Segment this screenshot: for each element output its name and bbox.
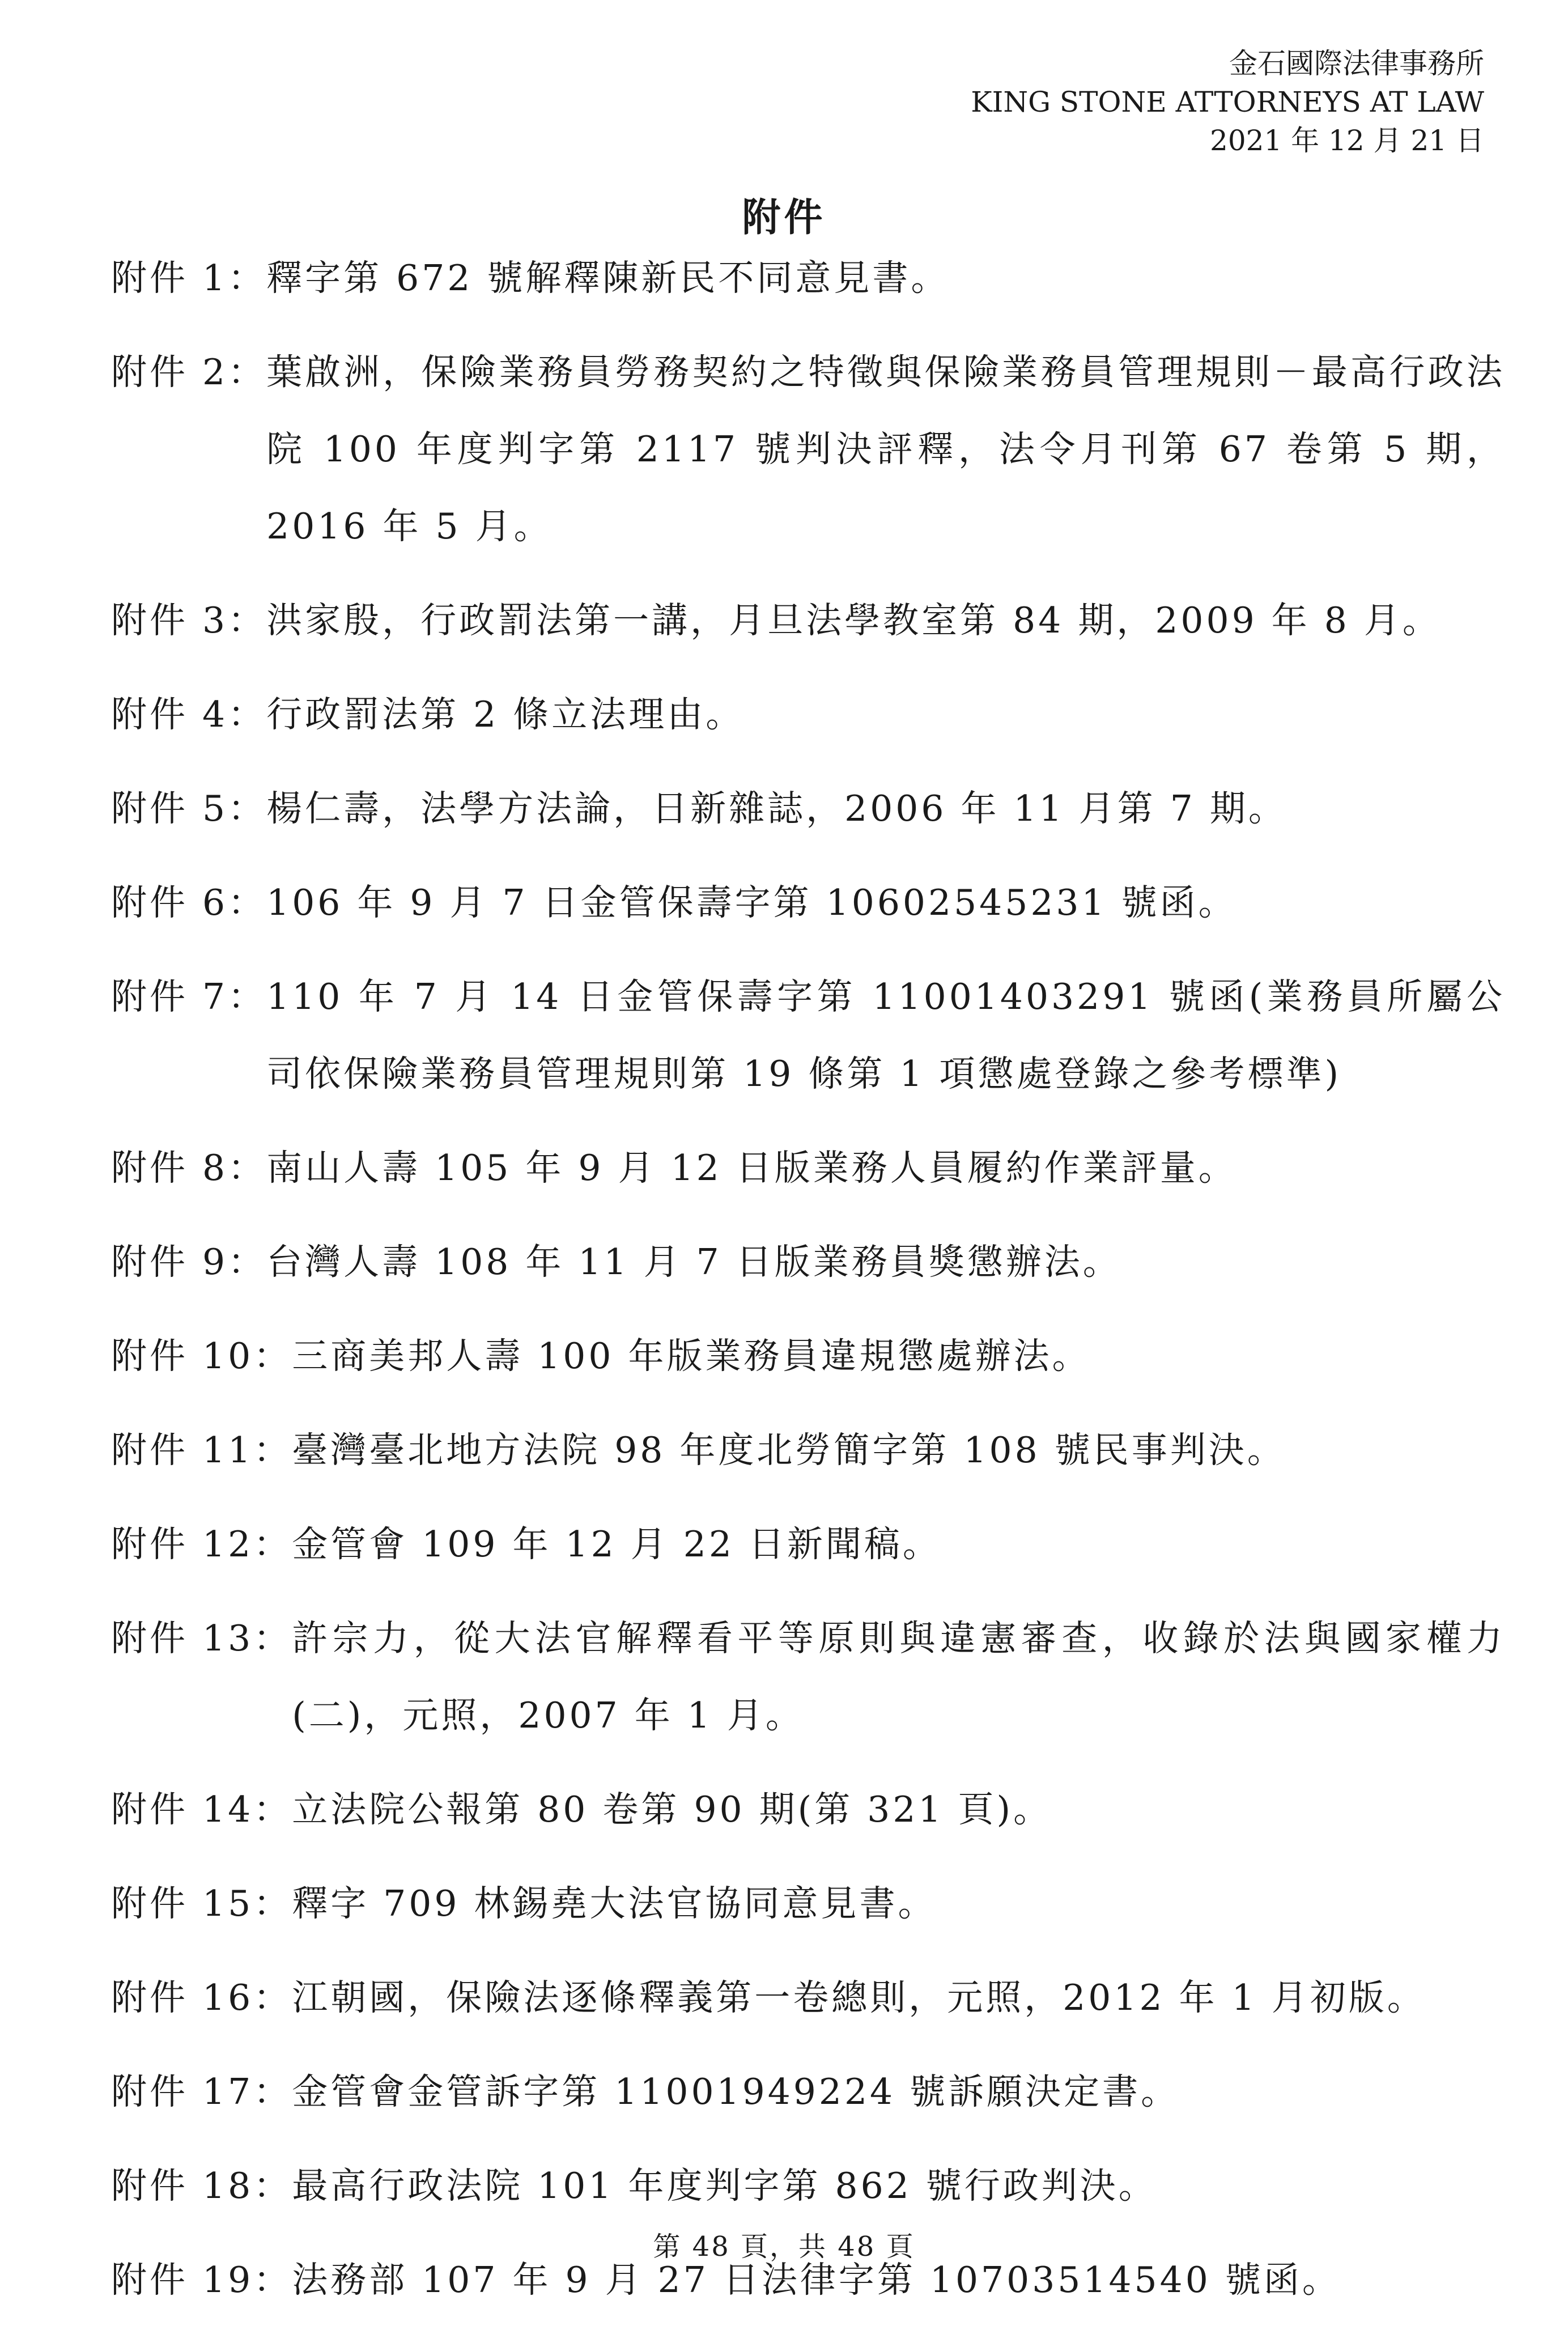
attachment-label: 附件 11： xyxy=(111,1429,292,1471)
attachment-label: 附件 16： xyxy=(111,1977,292,2018)
attachment-entry xyxy=(111,597,1505,659)
attachment-label: 附件 9： xyxy=(111,1241,267,1283)
attachment-description: 臺灣臺北地方法院 98 年度北勞簡字第 108 號民事判決。 xyxy=(292,1429,1286,1471)
attachment-label: 附件 10： xyxy=(111,1335,292,1377)
attachment-list xyxy=(111,255,1505,2351)
letterhead xyxy=(971,44,1484,160)
attachment-entry xyxy=(111,1521,1505,1583)
attachment-label: 附件 15： xyxy=(111,1883,292,1924)
attachment-description: 110 年 7 月 14 日金管保壽字第 11001403291 號函(業務員所屬公司依保險業務員管理規則第 19 條第 1 項懲處登錄之參考標準) xyxy=(266,976,1505,1094)
attachment-entry xyxy=(111,880,1505,941)
attachment-label: 附件 12： xyxy=(111,1524,292,1565)
attachment-description: 葉啟洲，保險業務員勞務契約之特徵與保險業務員管理規則－最高行政法院 100 年度判字第 2117 號判決評釋，法令月刊第 67 卷第 5 期，2016 年 5 月。 xyxy=(266,351,1505,547)
attachment-entry xyxy=(111,1239,1505,1301)
firm-name-chinese: 金石國際法律事務所 xyxy=(1229,47,1484,80)
attachment-description: 台灣人壽 108 年 11 月 7 日版業務員獎懲辦法。 xyxy=(266,1241,1121,1283)
attachment-description: 許宗力，從大法官解釋看平等原則與違憲審查，收錄於法與國家權力(二)，元照，2007 年 1 月。 xyxy=(292,1618,1505,1736)
attachment-entry xyxy=(111,1786,1505,1848)
page-title: 附件 xyxy=(742,195,826,240)
attachment-entry xyxy=(111,1881,1505,1942)
attachment-entry xyxy=(111,1333,1505,1395)
attachment-description: 洪家殷，行政罰法第一講，月旦法學教室第 84 期，2009 年 8 月。 xyxy=(266,600,1441,641)
attachment-entry xyxy=(111,691,1505,753)
attachment-description: 行政罰法第 2 條立法理由。 xyxy=(266,694,745,735)
attachment-entry xyxy=(111,349,1505,565)
firm-name-english: KING STONE ATTORNEYS AT LAW xyxy=(971,86,1484,118)
attachment-description: 釋字第 672 號解釋陳新民不同意見書。 xyxy=(266,257,950,299)
attachment-label: 附件 5： xyxy=(111,788,267,829)
attachment-entry xyxy=(111,1427,1505,1489)
attachment-description: 金管會 109 年 12 月 22 日新聞稿。 xyxy=(292,1524,941,1565)
attachment-description: 釋字 709 林錫堯大法官協同意見書。 xyxy=(292,1883,937,1924)
attachment-description: 南山人壽 105 年 9 月 12 日版業務人員履約作業評量。 xyxy=(266,1147,1237,1189)
attachment-entry xyxy=(111,2257,1505,2319)
attachment-description: 三商美邦人壽 100 年版業務員違規懲處辦法。 xyxy=(292,1335,1091,1377)
attachment-description: 立法院公報第 80 卷第 90 期(第 321 頁)。 xyxy=(292,1789,1052,1830)
attachment-entry xyxy=(111,255,1505,317)
attachment-entry xyxy=(111,2163,1505,2225)
document-date: 2021 年 12 月 21 日 xyxy=(1210,124,1484,157)
attachment-description: 楊仁壽，法學方法論，日新雜誌，2006 年 11 月第 7 期。 xyxy=(266,788,1287,829)
attachment-label: 附件 3： xyxy=(111,600,267,641)
attachment-label: 附件 17： xyxy=(111,2071,292,2112)
attachment-description: 江朝國，保險法逐條釋義第一卷總則，元照，2012 年 1 月初版。 xyxy=(292,1977,1426,2018)
attachment-entry xyxy=(111,786,1505,847)
attachment-label: 附件 6： xyxy=(111,882,267,923)
attachment-label: 附件 1： xyxy=(111,257,267,299)
attachment-description: 金管會金管訴字第 11001949224 號訴願決定書。 xyxy=(292,2071,1180,2112)
attachment-label: 附件 18： xyxy=(111,2165,292,2206)
attachment-label: 附件 19： xyxy=(111,2259,292,2301)
attachment-description: 106 年 9 月 7 日金管保壽字第 10602545231 號函。 xyxy=(266,882,1237,923)
attachment-label: 附件 7： xyxy=(111,976,267,1017)
attachment-label: 附件 13： xyxy=(111,1618,292,1659)
attachment-description: 法務部 107 年 9 月 27 日法律字第 10703514540 號函。 xyxy=(292,2259,1341,2301)
attachment-description: 最高行政法院 101 年度判字第 862 號行政判決。 xyxy=(292,2165,1157,2206)
attachment-entry xyxy=(111,2069,1505,2131)
attachment-entry xyxy=(111,974,1505,1113)
attachment-label: 附件 8： xyxy=(111,1147,267,1189)
page-number: 第 48 頁，共 48 頁 xyxy=(653,2231,915,2263)
attachment-entry xyxy=(111,1145,1505,1207)
attachment-label: 附件 4： xyxy=(111,694,267,735)
attachment-label: 附件 2： xyxy=(111,351,267,393)
attachment-label: 附件 14： xyxy=(111,1789,292,1830)
attachment-entry xyxy=(111,1975,1505,2036)
attachment-entry xyxy=(111,1615,1505,1754)
